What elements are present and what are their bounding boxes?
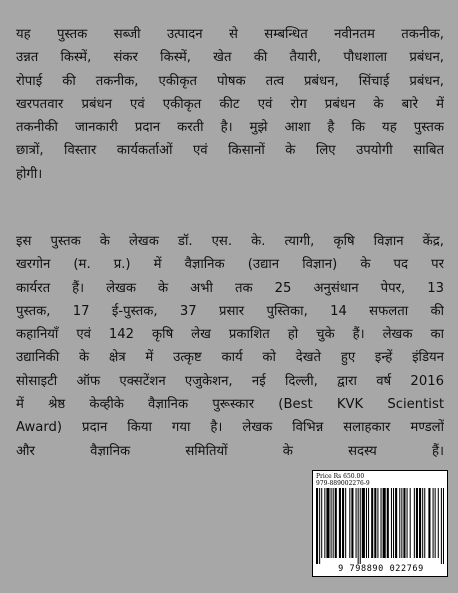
barcode-bar xyxy=(391,488,392,558)
barcode-bars xyxy=(316,488,444,564)
barcode-bar xyxy=(324,488,325,558)
barcode-bar xyxy=(428,488,430,558)
text-line: होगी। xyxy=(16,166,43,182)
barcode-bar xyxy=(333,488,334,558)
barcode-bar xyxy=(424,488,425,558)
isbn-label: 979-889002276-9 xyxy=(316,480,370,487)
text-line: रोपाई की तकनीक, एकीकृत पोषक तत्व प्रबंधन, सिंचाई प्रबंधन, xyxy=(16,73,444,89)
barcode-bar xyxy=(319,488,320,564)
barcode-bar xyxy=(399,488,400,558)
price-label: Price Rs 650.00 xyxy=(316,473,365,480)
barcode xyxy=(316,488,444,564)
barcode-bar xyxy=(358,488,359,564)
text-line: कार्यरत हैं। लेखक के अभी तक 25 अनुसंधान पेपर, 13 xyxy=(16,280,444,296)
barcode-bar xyxy=(416,488,418,558)
barcode-bar xyxy=(407,488,408,558)
barcode-bar xyxy=(395,488,397,558)
barcode-bar xyxy=(339,488,341,558)
text-line: खरपतवार प्रबंधन एवं एकीकृत कीट एवं रोग प्रबंधन के बारे में xyxy=(16,96,444,112)
barcode-bar xyxy=(419,488,421,558)
barcode-bar xyxy=(381,488,382,558)
text-line: तकनीकी जानकारी प्रदान करती है। मुझे आशा है कि यह पुस्तक xyxy=(16,120,444,136)
barcode-bar xyxy=(435,488,436,558)
barcode-bar xyxy=(345,488,346,558)
text-line: सोसाइटी ऑफ एक्सटेंशन एजुकेशन, नई दिल्ली, द्वारा वर्ष 2016 xyxy=(16,373,444,389)
barcode-bar xyxy=(393,488,394,558)
text-line: Award) प्रदान किया गया है। लेखक विभिन्न सलाहकार मण्डलों xyxy=(16,420,444,436)
barcode-bar xyxy=(331,488,332,558)
barcode-bar xyxy=(377,488,378,558)
barcode-bar xyxy=(342,488,344,558)
price-barcode-box xyxy=(312,470,448,577)
text-line: इस पुस्तक के लेखक डॉ. एस. के. त्यागी, कृषि विज्ञान केंद्र, xyxy=(16,234,444,249)
text-line: और वैज्ञानिक समितियों के सदस्य हैं। xyxy=(16,443,444,459)
barcode-bar xyxy=(374,488,376,558)
barcode-bar xyxy=(368,488,369,558)
barcode-bar xyxy=(362,488,365,558)
barcode-bar xyxy=(441,488,442,564)
text-line: उन्नत किस्में, संकर किस्में, खेत की तैयारी, पौधशाला प्रबंधन, xyxy=(16,50,444,66)
text-line: यह पुस्तक सब्जी उत्पादन से सम्बन्धित नवीनतम तकनीक, xyxy=(16,27,444,42)
barcode-bar xyxy=(326,488,329,558)
text-line: में श्रेष्ठ केव्हीके वैज्ञानिक पुरूस्कार (Best KVK Scientist xyxy=(16,397,444,413)
text-line: पुस्तक, 17 ई-पुस्तक, 37 प्रसार पुस्तिका, 14 सफलता की xyxy=(16,303,444,319)
text-line: उद्यानिकी के क्षेत्र में उत्कृष्ट कार्य को देखते हुए इन्हें इंडियन xyxy=(16,350,444,366)
description-paragraph xyxy=(16,23,444,186)
barcode-bar xyxy=(422,488,423,558)
barcode-bar xyxy=(414,488,415,558)
barcode-bar xyxy=(443,488,444,564)
barcode-bar xyxy=(356,488,357,558)
barcode-digits: 9 798890 022769 xyxy=(338,564,424,574)
barcode-bar xyxy=(366,488,367,558)
barcode-bar xyxy=(438,488,439,558)
barcode-bar xyxy=(387,488,389,558)
barcode-bar xyxy=(401,488,402,558)
barcode-bar xyxy=(383,488,386,558)
barcode-bar xyxy=(433,488,434,558)
barcode-bar xyxy=(321,488,322,558)
author-bio-paragraph xyxy=(16,230,444,463)
barcode-bar xyxy=(403,488,405,558)
barcode-bar xyxy=(360,488,361,564)
barcode-bar xyxy=(316,488,318,564)
text-line: खरगोन (म. प्र.) में वैज्ञानिक (उद्यान विज्ञान) के पद पर xyxy=(16,257,444,273)
barcode-bar xyxy=(335,488,337,558)
barcode-bar xyxy=(410,488,411,558)
text-line: छात्रों, विस्तार कार्यकर्ताओं एवं किसानों के लिए उपयोगी साबित xyxy=(16,143,444,159)
barcode-bar xyxy=(351,488,353,558)
barcode-bar xyxy=(349,488,350,558)
text-line: कहानियाँ एवं 142 कृषि लेख प्रकाशित हो चुके हैं। लेखक का xyxy=(16,327,444,343)
barcode-bar xyxy=(371,488,373,558)
